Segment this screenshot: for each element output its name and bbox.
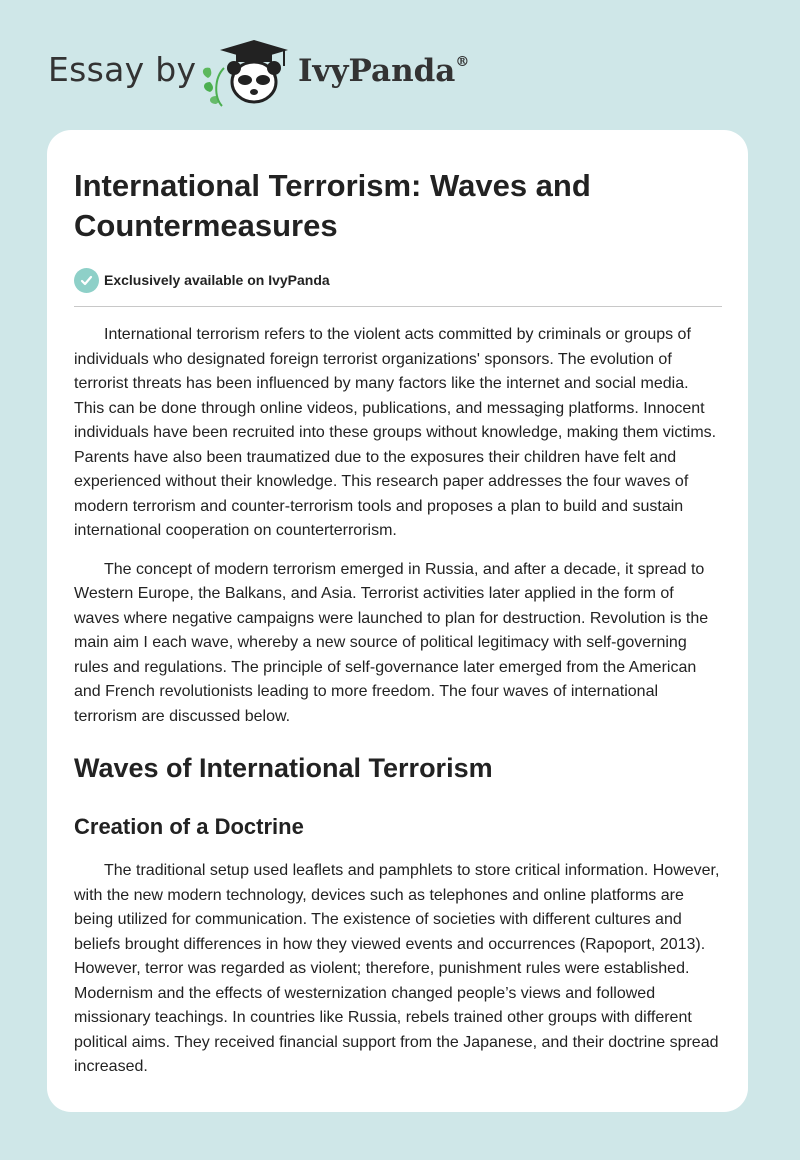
divider <box>74 306 722 307</box>
exclusive-badge-text: Exclusively available on IvyPanda <box>104 272 330 288</box>
exclusive-badge <box>74 266 722 294</box>
check-icon <box>74 268 99 293</box>
subsection-heading: Creation of a Doctrine <box>74 814 304 839</box>
essay-by-label: Essay by <box>48 50 197 89</box>
article-card <box>47 130 748 1112</box>
section-heading: Waves of International Terrorism <box>74 753 493 783</box>
brand-name: IvyPanda® <box>298 53 470 89</box>
intro-paragraph: International terrorism refers to the violent acts committed by criminals or groups of individuals who designated foreign terrorist organizations' sponsors. The evolution of terrorist threats has been influenced by many factors like the internet and social media. This can be done through online videos, publications, and messaging platforms. Innocent individuals have been recruited into these groups without knowledge, making them victims. Parents have also been traumatized due to the exposures their children have felt and experienced without their knowledge. This research paper addresses the four waves of modern terrorism and counter-terrorism tools and proposes a plan to build and sustain international cooperation on counterterrorism. <box>74 326 717 539</box>
site-header <box>48 38 748 108</box>
intro-paragraph: The concept of modern terrorism emerged in Russia, and after a decade, it spread to Western Europe, the Balkans, and Asia. Terrorist activities later applied in the form of waves where negative campaigns were launched to plan for destruction. Revolution is the main aim I each wave, whereby a new source of political legitimacy with self-governing rules and regulations. The principle of self-governance later emerged from the American and French revolutionists leading to more freedom. The four waves of international terrorism are discussed below. <box>74 560 709 725</box>
ivypanda-logo-icon <box>200 38 292 110</box>
article-title: International Terrorism: Waves and Countermeasures <box>74 168 591 243</box>
body-paragraph: The traditional setup used leaflets and pamphlets to store critical information. However, with the new modern technology, devices such as telephones and online platforms are being utilized for communication. The existence of societies with different cultures and beliefs brought differences in how they viewed events and occurrences (Rapoport, 2013). However, terror was regarded as violent; therefore, punishment rules were established. Modernism and the effects of westernization changed people’s views and followed missionary teachings. In countries like Russia, rebels trained other groups with different political aims. They received financial support from the Japanese, and their doctrine spread increased. <box>74 862 720 1075</box>
